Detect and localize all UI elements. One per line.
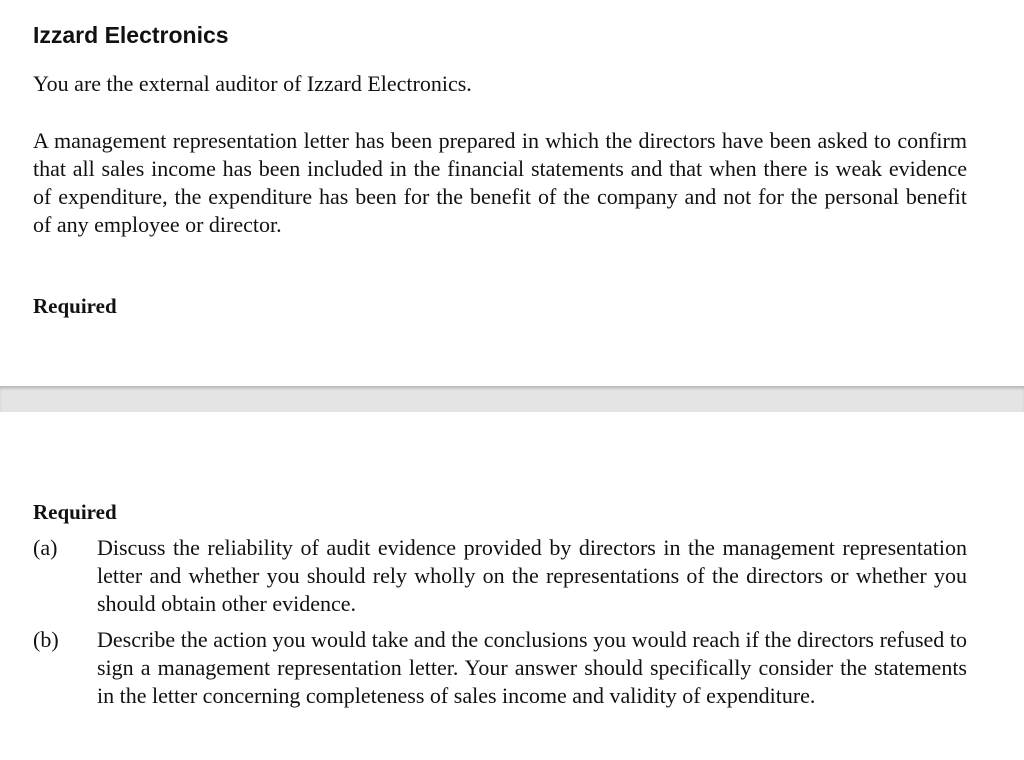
- required-label-cut: [33, 292, 333, 318]
- requirement-text-a: Discuss the reliability of audit evidence provided by directors in the management representation letter and whether you should rely wholly on the representations of the directors or whether you should obtain other evidence.: [97, 535, 967, 616]
- intro-paragraph: You are the external auditor of Izzard Electronics.: [33, 71, 472, 96]
- required-label: Required: [33, 500, 117, 524]
- requirement-item-a: [33, 534, 967, 618]
- document-title: Izzard Electronics: [33, 22, 229, 48]
- page-bottom: [0, 412, 1024, 760]
- requirement-label-a: (a): [33, 535, 58, 560]
- scenario-paragraph: A management representation letter has been prepared in which the directors have been asked to confirm that all sales income has been included in the financial statements and that when there is weak evidence of expenditure, the expenditure has been for the benefit of the company and not for the personal benefit of any employee or director.: [33, 128, 967, 237]
- requirement-label-b: (b): [33, 627, 59, 652]
- requirement-text-b: Describe the action you would take and the conclusions you would reach if the directors refused to sign a management representation letter. Your answer should specifically consider the statements in the letter concerning completeness of sales income and validity of expenditure.: [97, 627, 967, 708]
- required-label-top: Required: [33, 294, 117, 318]
- page-break-gap: [0, 386, 1024, 412]
- requirement-item-b: [33, 626, 967, 710]
